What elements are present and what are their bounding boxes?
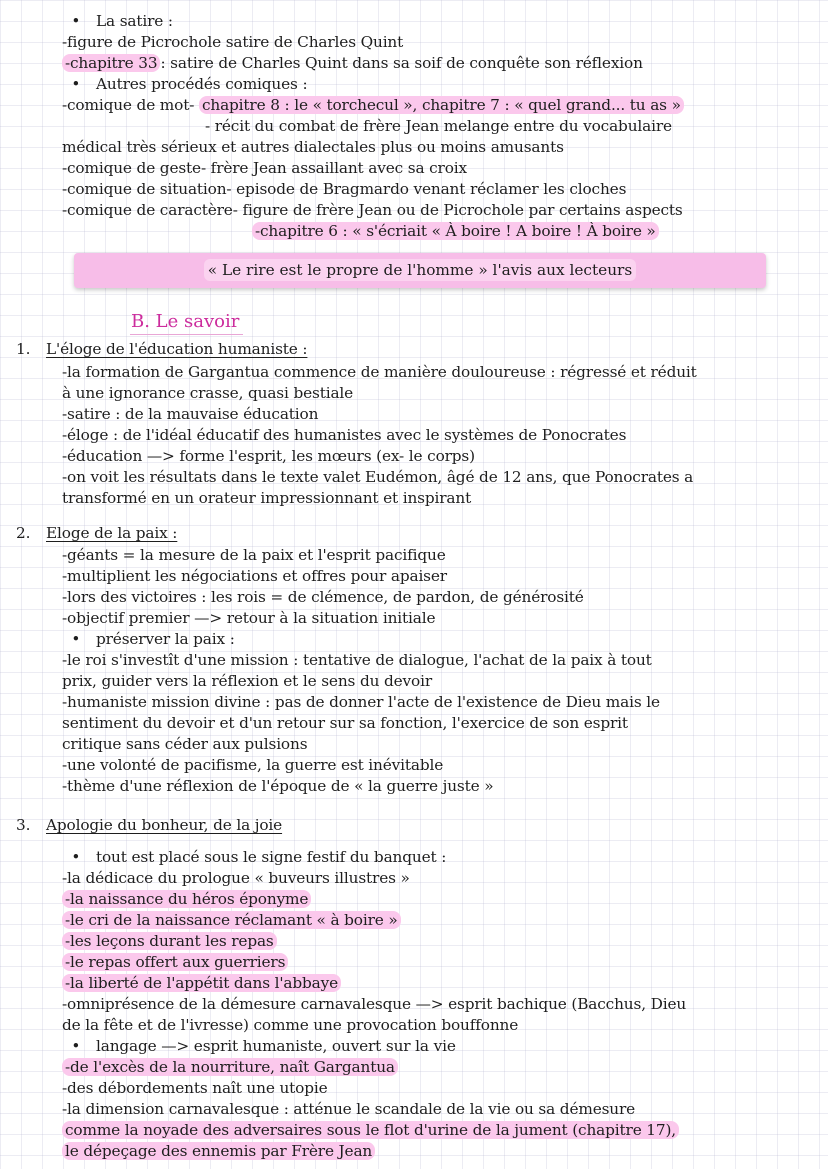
satire-bullet-text: La satire :: [96, 12, 173, 30]
joy-bullet-text: langage —> esprit humaniste, ouvert sur la vie: [96, 1037, 456, 1055]
bullet-dot: •: [62, 12, 81, 30]
quote-callout-text: « Le rire est le propre de l'homme » l'avis aux lecteurs: [204, 259, 636, 281]
joy-highlight-line: [62, 910, 401, 931]
section-b-title: B. Le savoir: [130, 310, 243, 335]
highlight-item: le dépeçage des ennemis par Frère Jean: [62, 1142, 375, 1160]
highlight-item: -les leçons durant les repas: [62, 932, 277, 950]
bullet-dot: •: [62, 848, 81, 866]
peace-heading: [16, 523, 177, 544]
bullet-dot: •: [62, 630, 81, 648]
chapitre-6-line: [252, 221, 659, 242]
highlight-chapitre-33: -chapitre 33: [62, 54, 160, 72]
joy-number: 3.: [16, 816, 31, 834]
peace-line: -le roi s'investît d'une mission : tentative de dialogue, l'achat de la paix à tout: [62, 651, 652, 669]
joy-line: -la dédicace du prologue « buveurs illustres »: [62, 869, 410, 887]
education-line: -on voit les résultats dans le texte valet Eudémon, âgé de 12 ans, que Ponocrates a: [62, 468, 694, 486]
joy-line: -des débordements naît une utopie: [62, 1079, 328, 1097]
peace-line: -géants = la mesure de la paix et l'esprit pacifique: [62, 546, 446, 564]
joy-title: Apologie du bonheur, de la joie: [46, 816, 283, 834]
peace-title: Eloge de la paix :: [46, 524, 178, 542]
peace-line: -lors des victoires : les rois = de clémence, de pardon, de générosité: [62, 588, 584, 606]
comic-character-line: -comique de caractère- figure de frère Jean ou de Picrochole par certains aspects: [62, 201, 683, 219]
peace-line: prix, guider vers la réflexion et le sens du devoir: [62, 672, 433, 690]
education-line: -éducation —> forme l'esprit, les mœurs (ex- le corps): [62, 447, 475, 465]
comic-gesture-line: -comique de geste- frère Jean assaillant avec sa croix: [62, 159, 467, 177]
peace-line: critique sans céder aux pulsions: [62, 735, 308, 753]
peace-line: -multiplient les négociations et offres pour apaiser: [62, 567, 447, 585]
education-line: à une ignorance crasse, quasi bestiale: [62, 384, 354, 402]
peace-line: -humaniste mission divine : pas de donner l'acte de l'existence de Dieu mais le: [62, 693, 660, 711]
peace-line: -une volonté de pacifisme, la guerre est inévitable: [62, 756, 444, 774]
joy-highlight-line: [62, 931, 277, 952]
joy-line: de la fête et de l'ivresse) comme une provocation bouffonne: [62, 1016, 519, 1034]
education-heading: [16, 339, 307, 360]
joy-highlight-line: [62, 1057, 398, 1078]
peace-line: -objectif premier —> retour à la situation initiale: [62, 609, 436, 627]
joy-highlight-line: [62, 1141, 375, 1162]
highlight-item: -la naissance du héros éponyme: [62, 890, 311, 908]
comic-bullet-line: [62, 74, 307, 95]
highlight-chapitre-6: -chapitre 6 : « s'écriait « À boire ! A boire ! À boire »: [252, 222, 659, 240]
education-title: L'éloge de l'éducation humaniste :: [46, 340, 308, 358]
quote-callout: [74, 253, 766, 288]
comic-bullet-text: Autres procédés comiques :: [96, 75, 308, 93]
joy-highlight-line: [62, 952, 288, 973]
satire-bullet-line: [62, 11, 173, 32]
joy-bullet-line: [62, 847, 446, 868]
bullet-dot: •: [62, 1037, 81, 1055]
highlight-item: -le cri de la naissance réclamant « à boire »: [62, 911, 401, 929]
education-line: -éloge : de l'idéal éducatif des humanistes avec le systèmes de Ponocrates: [62, 426, 627, 444]
highlight-item: -le repas offert aux guerriers: [62, 953, 288, 971]
education-number: 1.: [16, 340, 31, 358]
medical-line: médical très sérieux et autres dialectales plus ou moins amusants: [62, 138, 564, 156]
joy-bullet-line: [62, 1036, 456, 1057]
education-line: transformé en un orateur impressionnant et inspirant: [62, 489, 472, 507]
highlight-item: -la liberté de l'appétit dans l'abbaye: [62, 974, 341, 992]
bullet-dot: •: [62, 75, 81, 93]
highlight-item: -de l'excès de la nourriture, naît Gargantua: [62, 1058, 398, 1076]
education-line: -satire : de la mauvaise éducation: [62, 405, 319, 423]
peace-bullet-line: [62, 629, 235, 650]
joy-highlight-line: [62, 973, 341, 994]
peace-line: -thème d'une réflexion de l'époque de « la guerre juste »: [62, 777, 494, 795]
joy-highlight-line: [62, 889, 311, 910]
joy-line: -la dimension carnavalesque : atténue le scandale de la vie ou sa démesure: [62, 1100, 636, 1118]
peace-bullet-text: préserver la paix :: [96, 630, 235, 648]
education-line: -la formation de Gargantua commence de manière douloureuse : régressé et réduit: [62, 363, 697, 381]
joy-bullet-text: tout est placé sous le signe festif du banquet :: [96, 848, 447, 866]
highlight-item: comme la noyade des adversaires sous le flot d'urine de la jument (chapitre 17),: [62, 1121, 679, 1139]
comic-word-line: -comique de mot- chapitre 8 : le « torchecul », chapitre 7 : « quel grand... tu as »: [62, 95, 684, 116]
highlight-torchecul: chapitre 8 : le « torchecul », chapitre 7 : « quel grand... tu as »: [199, 96, 684, 114]
peace-number: 2.: [16, 524, 31, 542]
satire-line-2: -chapitre 33 : satire de Charles Quint dans sa soif de conquête son réflexion: [62, 53, 643, 74]
joy-highlight-line: [62, 1120, 679, 1141]
peace-line: sentiment du devoir et d'un retour sur sa fonction, l'exercice de son esprit: [62, 714, 628, 732]
joy-heading: [16, 815, 282, 836]
satire-line-1: -figure de Picrochole satire de Charles Quint: [62, 33, 404, 51]
combat-line: - récit du combat de frère Jean melange entre du vocabulaire: [205, 117, 672, 135]
comic-situation-line: -comique de situation- episode de Bragmardo venant réclamer les cloches: [62, 180, 627, 198]
joy-line: -omniprésence de la démesure carnavalesque —> esprit bachique (Bacchus, Dieu: [62, 995, 687, 1013]
